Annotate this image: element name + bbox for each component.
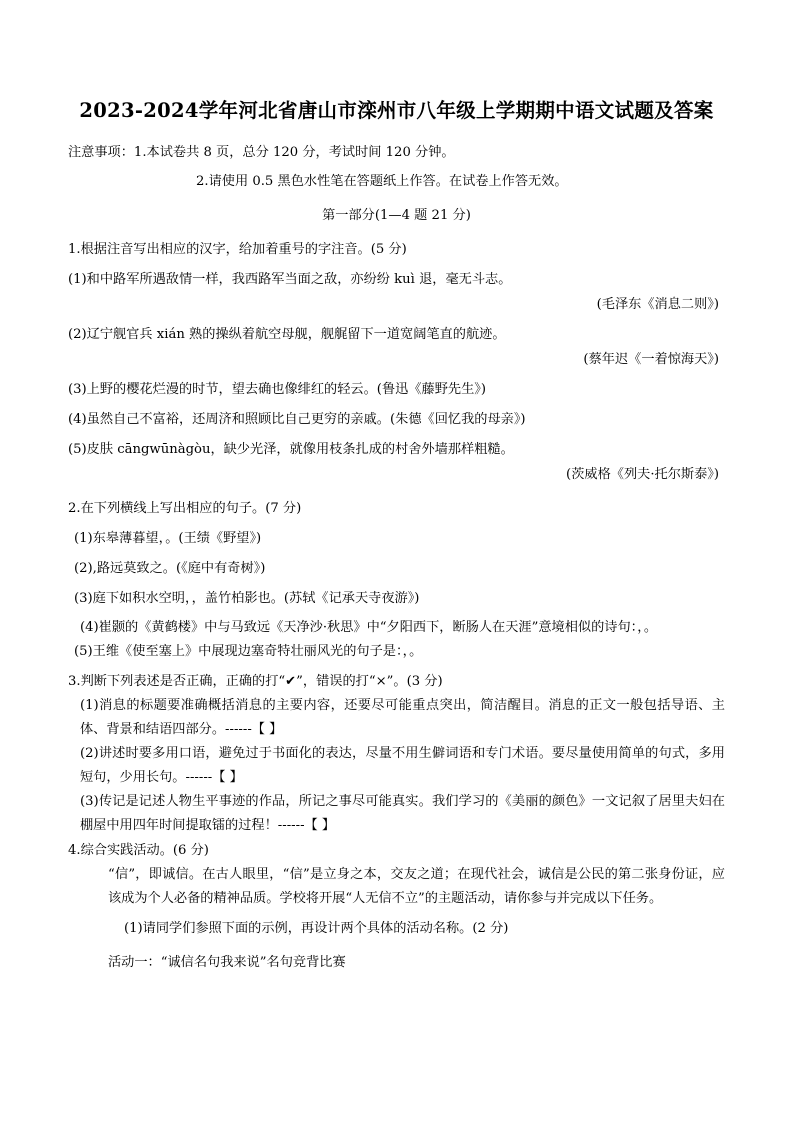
question-1-item-1-source: (毛泽东《消息二则》) bbox=[596, 297, 719, 312]
notice-line-1: 注意事项：1.本试卷共 8 页，总分 120 分，考试时间 120 分钟。 bbox=[68, 145, 455, 160]
question-1-item-2-source: (蔡年迟《一着惊海天》) bbox=[583, 352, 719, 367]
question-2-item-2: (2),路远莫致之。(《庭中有奇树》) bbox=[74, 561, 266, 576]
question-4-passage: “信”，即诚信。在古人眼里，“信”是立身之本，交友之道；在现代社会，诚信是公民的第二张身份证，应该成为个人必备的精神品质。学校将开展“人无信不立”的主题活动，请你参与并完成以下任务。 bbox=[108, 867, 725, 906]
question-2-stem: 2.在下列横线上写出相应的句子。(7 分) bbox=[68, 501, 302, 516]
question-1-item-5-source: (茨威格《列夫·托尔斯泰》) bbox=[566, 467, 719, 482]
question-4-stem: 4.综合实践活动。(6 分) bbox=[68, 843, 209, 858]
notice-line-2: 2.请使用 0.5 黑色水性笔在答题纸上作答。在试卷上作答无效。 bbox=[196, 174, 568, 189]
question-2-item-1: (1)东皋薄暮望，。(王绩《野望》) bbox=[74, 531, 262, 546]
question-3-item-2: (2)讲述时要多用口语，避免过于书面化的表达，尽量不用生僻词语和专门术语。要尽量使用简单的句式，多用短句，少用长句。------【 】 bbox=[80, 746, 725, 785]
question-4-sub-1: (1)请同学们参照下面的示例，再设计两个具体的活动名称。(2 分) bbox=[124, 921, 509, 936]
question-1-item-3: (3)上野的樱花烂漫的时节，望去确也像绯红的轻云。(鲁迅《藤野先生》) bbox=[68, 382, 486, 397]
question-1-item-5: (5)皮肤 cāngwūnàgòu，缺少光泽，就像用枝条扎成的村舍外墙那样粗糙。 bbox=[68, 442, 514, 457]
question-2-item-3: (3)庭下如积水空明，，盖竹柏影也。(苏轼《记承天寺夜游》) bbox=[74, 591, 420, 606]
question-1-item-4: (4)虽然自己不富裕，还周济和照顾比自己更穷的亲戚。(朱德《回忆我的母亲》) bbox=[68, 412, 526, 427]
page-title: 2023-2024学年河北省唐山市滦州市八年级上学期期中语文试题及答案 bbox=[79, 99, 714, 122]
question-3-item-3: (3)传记是记述人物生平事迹的作品，所记之事尽可能真实。我们学习的《美丽的颜色》一文记叙了居里夫妇在棚屋中用四年时间提取镭的过程！------【 】 bbox=[80, 794, 725, 833]
question-3-stem: 3.判断下列表述是否正确，正确的打“✔”，错误的打“×”。(3 分) bbox=[68, 674, 443, 689]
section-heading: 第一部分(1—4 题 21 分) bbox=[322, 208, 471, 223]
question-1-item-1: (1)和中路军所遇敌情一样，我西路军当面之敌，亦纷纷 kuì 退，毫无斗志。 bbox=[68, 272, 512, 287]
question-4-activity-1: 活动一：“诚信名句我来说”名句竞背比赛 bbox=[108, 955, 346, 970]
question-3-item-1: (1)消息的标题要准确概括消息的主要内容，还要尽可能重点突出，简洁醒目。消息的正文一般包括导语、主体、背景和结语四部分。------【 】 bbox=[80, 698, 725, 737]
question-2-item-5: (5)王维《使至塞上》中展现边塞奇特壮丽风光的句子是：，。 bbox=[74, 644, 423, 659]
question-2-item-4: (4)崔颢的《黄鹤楼》中与马致远《天净沙·秋思》中“夕阳西下，断肠人在天涯”意境相似的诗句：，。 bbox=[80, 620, 658, 635]
question-1-item-2: (2)辽宁舰官兵 xián 熟的操纵着航空母舰，舰艉留下一道宽阔笔直的航迹。 bbox=[68, 327, 506, 342]
question-1-stem: 1.根据注音写出相应的汉字，给加着重号的字注音。(5 分) bbox=[68, 242, 407, 257]
